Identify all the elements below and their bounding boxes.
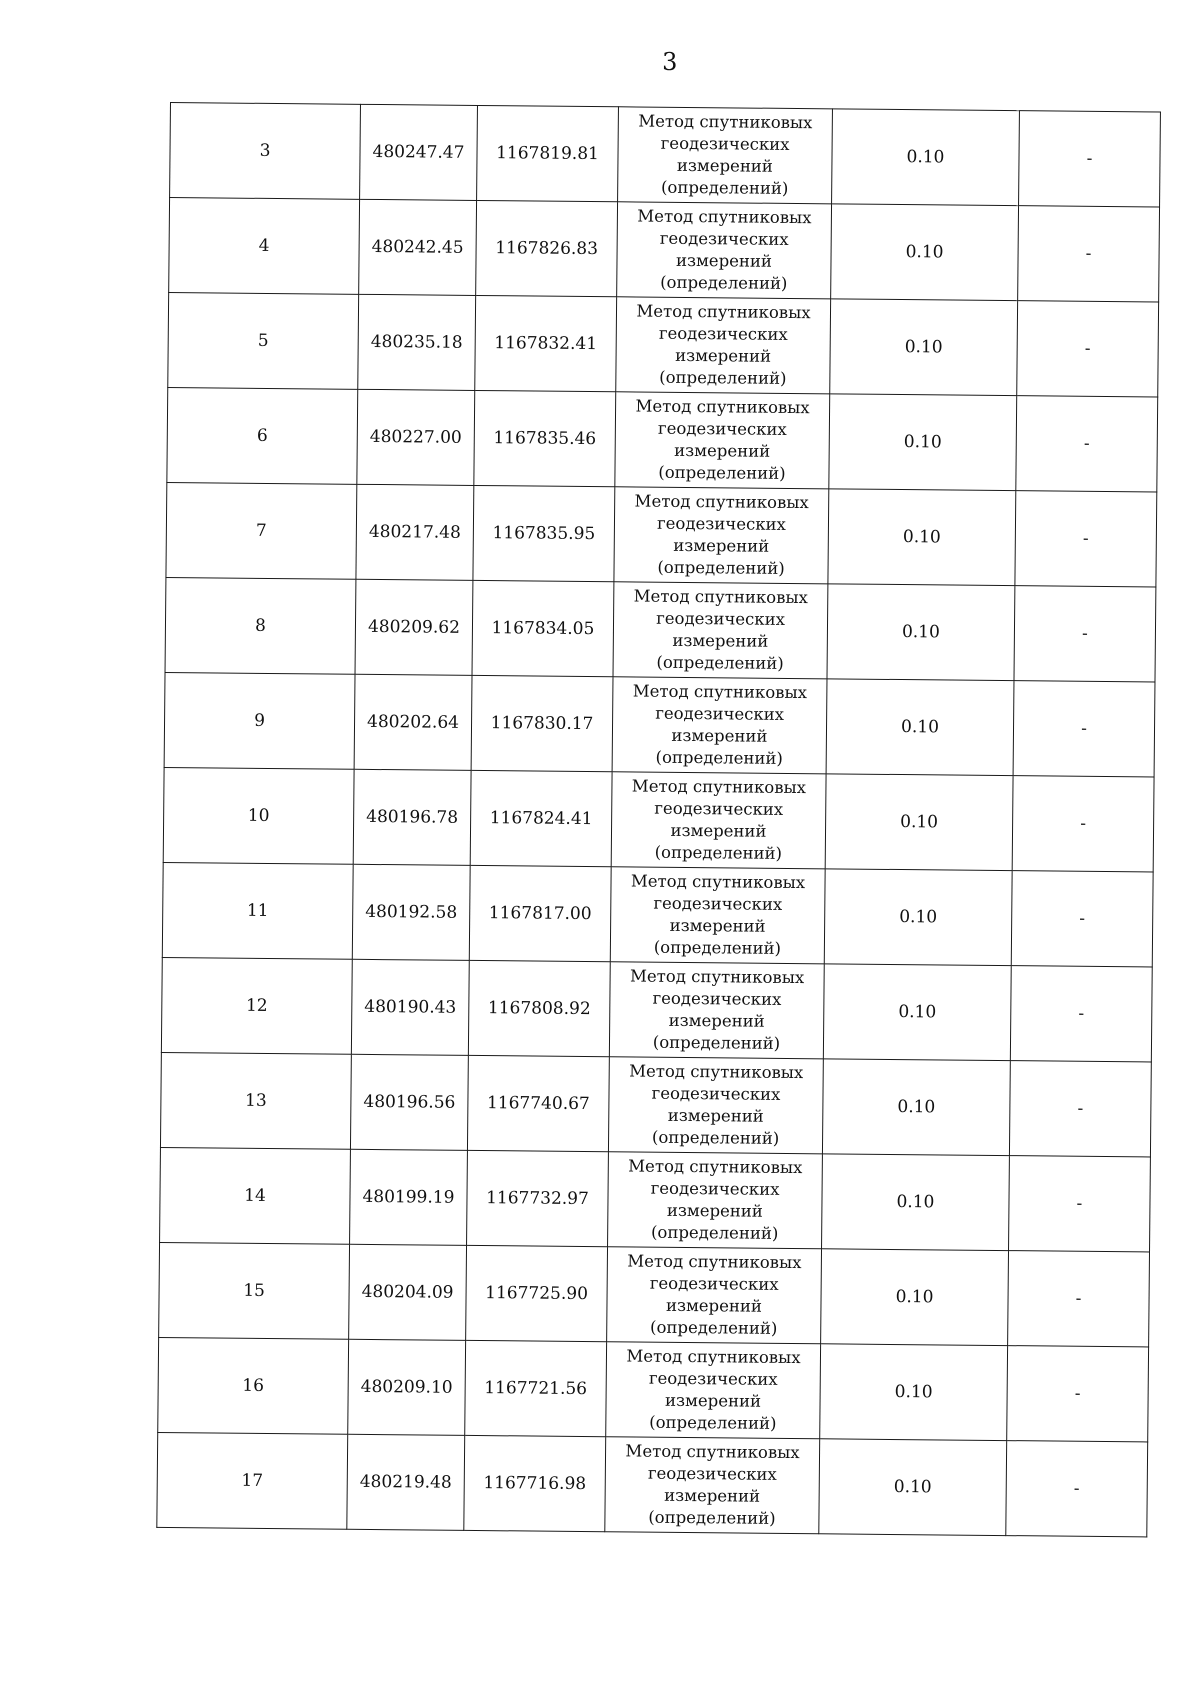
point-number-cell: 3 <box>170 103 361 200</box>
method-cell: Метод спутниковых геодезических измерений (определений) <box>611 772 826 869</box>
point-number-cell: 8 <box>165 577 356 674</box>
x-coordinate-cell: 480219.48 <box>347 1434 465 1530</box>
page-number: 3 <box>662 48 678 76</box>
method-cell: Метод спутниковых геодезических измерений (определений) <box>609 962 824 1059</box>
y-coordinate-cell: 1167725.90 <box>466 1245 608 1341</box>
y-coordinate-cell: 1167716.98 <box>464 1435 606 1531</box>
point-number-cell: 15 <box>159 1242 350 1339</box>
y-coordinate-cell: 1167834.05 <box>472 580 614 676</box>
table-row <box>169 198 1160 302</box>
table-row <box>160 1052 1151 1156</box>
point-number-cell: 6 <box>167 387 358 484</box>
note-cell: - <box>1008 1251 1150 1347</box>
table-row <box>162 862 1153 966</box>
table-row <box>166 482 1157 586</box>
method-cell: Метод спутниковых геодезических измерений (определений) <box>614 487 829 584</box>
table-row <box>160 1147 1151 1251</box>
method-cell: Метод спутниковых геодезических измерений (определений) <box>608 1057 823 1154</box>
table-row <box>165 577 1156 681</box>
note-cell: - <box>1012 776 1154 872</box>
note-cell: - <box>1014 586 1156 682</box>
accuracy-cell: 0.10 <box>831 204 1019 301</box>
y-coordinate-cell: 1167826.83 <box>476 200 618 296</box>
x-coordinate-cell: 480209.62 <box>355 579 473 675</box>
note-cell: - <box>1009 1061 1151 1157</box>
accuracy-cell: 0.10 <box>828 489 1016 586</box>
point-number-cell: 14 <box>160 1147 351 1244</box>
y-coordinate-cell: 1167832.41 <box>475 295 617 391</box>
x-coordinate-cell: 480242.45 <box>359 199 477 295</box>
y-coordinate-cell: 1167817.00 <box>469 865 611 961</box>
x-coordinate-cell: 480196.56 <box>350 1054 468 1150</box>
y-coordinate-cell: 1167721.56 <box>465 1340 607 1436</box>
point-number-cell: 16 <box>158 1337 349 1434</box>
x-coordinate-cell: 480204.09 <box>349 1244 467 1340</box>
method-cell: Метод спутниковых геодезических измерений (определений) <box>610 867 825 964</box>
note-cell: - <box>1013 681 1155 777</box>
note-cell: - <box>1011 871 1153 967</box>
x-coordinate-cell: 480217.48 <box>356 484 474 580</box>
x-coordinate-cell: 480202.64 <box>354 674 472 770</box>
accuracy-cell: 0.10 <box>822 1059 1010 1156</box>
table-row <box>159 1242 1150 1346</box>
coordinates-table-wrapper <box>156 102 1160 1537</box>
note-cell: - <box>1015 491 1157 587</box>
note-cell: - <box>1018 206 1160 302</box>
method-cell: Метод спутниковых геодезических измерений (определений) <box>605 1437 820 1534</box>
table-body <box>157 103 1161 1537</box>
x-coordinate-cell: 480196.78 <box>353 769 471 865</box>
accuracy-cell: 0.10 <box>826 679 1014 776</box>
y-coordinate-cell: 1167808.92 <box>468 960 610 1056</box>
table-row <box>163 767 1154 871</box>
accuracy-cell: 0.10 <box>823 964 1011 1061</box>
table-row <box>164 672 1155 776</box>
accuracy-cell: 0.10 <box>820 1344 1008 1441</box>
x-coordinate-cell: 480209.10 <box>348 1339 466 1435</box>
accuracy-cell: 0.10 <box>825 774 1013 871</box>
y-coordinate-cell: 1167740.67 <box>467 1055 609 1151</box>
y-coordinate-cell: 1167835.95 <box>473 485 615 581</box>
point-number-cell: 13 <box>160 1052 351 1149</box>
note-cell: - <box>1006 1441 1148 1537</box>
point-number-cell: 5 <box>168 292 359 389</box>
y-coordinate-cell: 1167830.17 <box>471 675 613 771</box>
accuracy-cell: 0.10 <box>819 1439 1007 1536</box>
x-coordinate-cell: 480247.47 <box>360 104 478 200</box>
point-number-cell: 7 <box>166 482 357 579</box>
y-coordinate-cell: 1167835.46 <box>474 390 616 486</box>
table-row <box>170 103 1161 207</box>
y-coordinate-cell: 1167732.97 <box>467 1150 609 1246</box>
accuracy-cell: 0.10 <box>827 584 1015 681</box>
coordinates-table <box>156 102 1161 1537</box>
table-row <box>161 957 1152 1061</box>
table-row <box>168 292 1159 396</box>
method-cell: Метод спутниковых геодезических измерений (определений) <box>618 107 833 204</box>
method-cell: Метод спутниковых геодезических измерений (определений) <box>615 392 830 489</box>
note-cell: - <box>1019 111 1161 207</box>
y-coordinate-cell: 1167819.81 <box>477 105 619 201</box>
accuracy-cell: 0.10 <box>832 109 1020 206</box>
y-coordinate-cell: 1167824.41 <box>470 770 612 866</box>
method-cell: Метод спутниковых геодезических измерений (определений) <box>607 1247 822 1344</box>
note-cell: - <box>1007 1346 1149 1442</box>
x-coordinate-cell: 480192.58 <box>352 864 470 960</box>
accuracy-cell: 0.10 <box>822 1154 1010 1251</box>
point-number-cell: 4 <box>169 198 360 295</box>
method-cell: Метод спутниковых геодезических измерений (определений) <box>612 677 827 774</box>
table-row <box>157 1432 1148 1536</box>
x-coordinate-cell: 480235.18 <box>358 294 476 390</box>
point-number-cell: 10 <box>163 767 354 864</box>
note-cell: - <box>1009 1156 1151 1252</box>
point-number-cell: 17 <box>157 1432 348 1529</box>
method-cell: Метод спутниковых геодезических измерений (определений) <box>606 1342 821 1439</box>
x-coordinate-cell: 480227.00 <box>357 389 475 485</box>
point-number-cell: 12 <box>161 957 352 1054</box>
point-number-cell: 9 <box>164 672 355 769</box>
point-number-cell: 11 <box>162 862 353 959</box>
x-coordinate-cell: 480199.19 <box>350 1149 468 1245</box>
x-coordinate-cell: 480190.43 <box>351 959 469 1055</box>
note-cell: - <box>1017 301 1159 397</box>
accuracy-cell: 0.10 <box>824 869 1012 966</box>
method-cell: Метод спутниковых геодезических измерений (определений) <box>608 1152 823 1249</box>
accuracy-cell: 0.10 <box>821 1249 1009 1346</box>
accuracy-cell: 0.10 <box>829 394 1017 491</box>
table-row <box>158 1337 1149 1441</box>
table-row <box>167 387 1158 491</box>
method-cell: Метод спутниковых геодезических измерений (определений) <box>616 297 831 394</box>
note-cell: - <box>1010 966 1152 1062</box>
note-cell: - <box>1016 396 1158 492</box>
method-cell: Метод спутниковых геодезических измерений (определений) <box>617 202 832 299</box>
method-cell: Метод спутниковых геодезических измерений (определений) <box>613 582 828 679</box>
accuracy-cell: 0.10 <box>830 299 1018 396</box>
